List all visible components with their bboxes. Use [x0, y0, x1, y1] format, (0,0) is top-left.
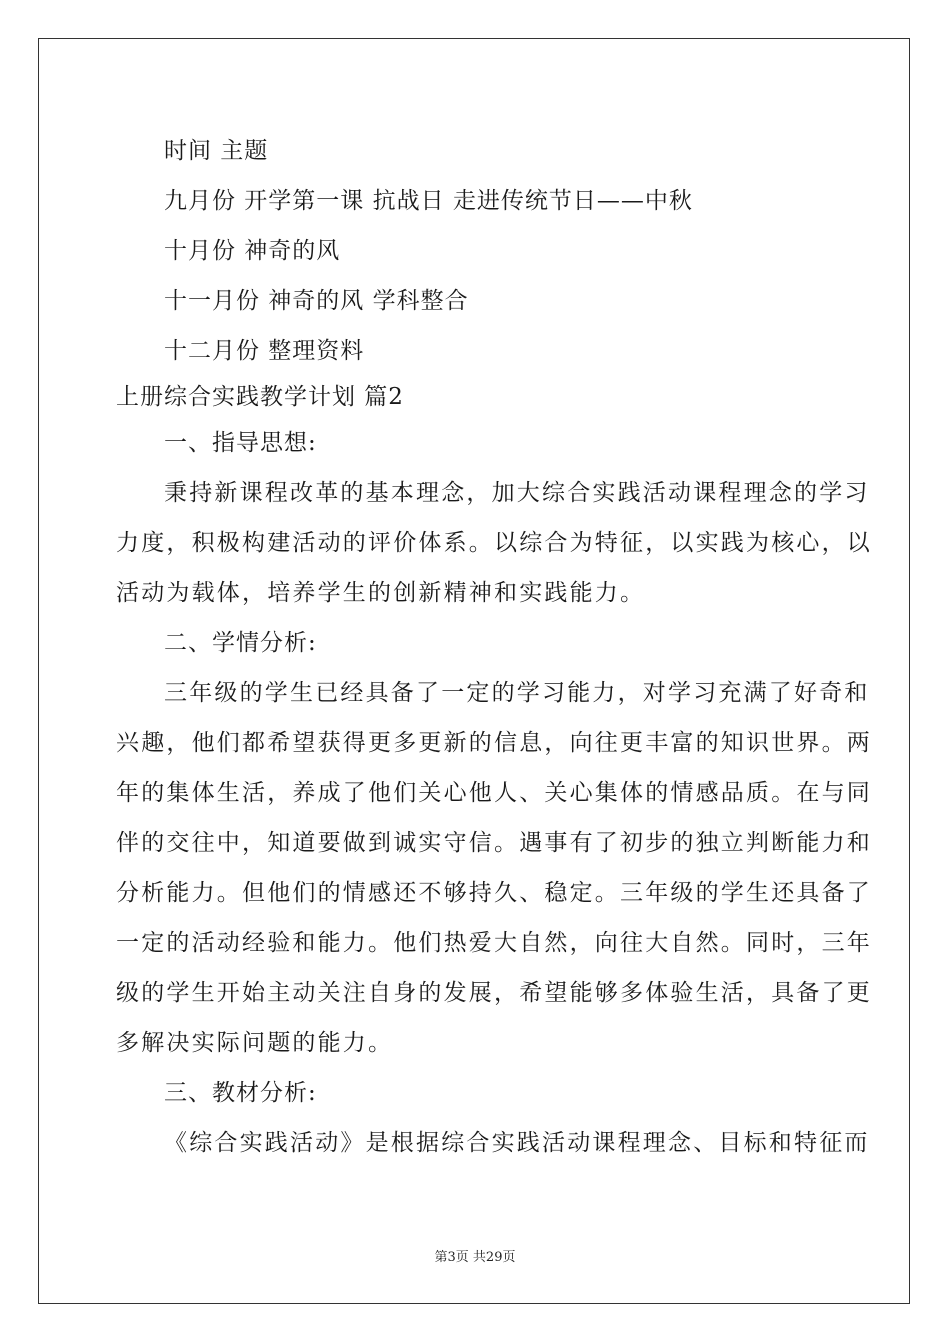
paragraph-line: 分析能力。但他们的情感还不够持久、稳定。三年级的学生还具备了 — [116, 880, 872, 906]
schedule-row: 十月份 神奇的风 — [164, 238, 341, 264]
section-heading: 一、指导思想: — [164, 430, 317, 456]
section-heading: 三、教材分析: — [164, 1080, 317, 1106]
paragraph-line: 力度，积极构建活动的评价体系。以综合为特征，以实践为核心，以 — [116, 530, 872, 556]
paragraph-line: 《综合实践活动》是根据综合实践活动课程理念、目标和特征而 — [164, 1130, 870, 1156]
schedule-row: 九月份 开学第一课 抗战日 走进传统节日——中秋 — [164, 188, 693, 214]
paragraph-line: 一定的活动经验和能力。他们热爱大自然，向往大自然。同时，三年 — [116, 930, 872, 956]
paragraph-line: 三年级的学生已经具备了一定的学习能力，对学习充满了好奇和 — [164, 680, 870, 706]
schedule-row: 十一月份 神奇的风 学科整合 — [164, 288, 469, 314]
paragraph-line: 秉持新课程改革的基本理念，加大综合实践活动课程理念的学习 — [164, 480, 870, 506]
section-title: 上册综合实践教学计划 篇2 — [116, 384, 404, 410]
schedule-row: 十二月份 整理资料 — [164, 338, 365, 364]
paragraph-line: 伴的交往中，知道要做到诚实守信。遇事有了初步的独立判断能力和 — [116, 830, 872, 856]
paragraph-line: 年的集体生活，养成了他们关心他人、关心集体的情感品质。在与同 — [116, 780, 872, 806]
paragraph-line: 兴趣，他们都希望获得更多更新的信息，向往更丰富的知识世界。两 — [116, 730, 872, 756]
paragraph-line: 级的学生开始主动关注自身的发展，希望能够多体验生活，具备了更 — [116, 980, 872, 1006]
page-number-footer: 第3页 共29页 — [434, 1250, 516, 1265]
schedule-header: 时间 主题 — [164, 138, 269, 164]
paragraph-line: 活动为载体，培养学生的创新精神和实践能力。 — [116, 580, 646, 606]
document-body — [116, 126, 872, 1168]
paragraph-line: 多解决实际问题的能力。 — [116, 1030, 394, 1056]
section-heading: 二、学情分析: — [164, 630, 317, 656]
